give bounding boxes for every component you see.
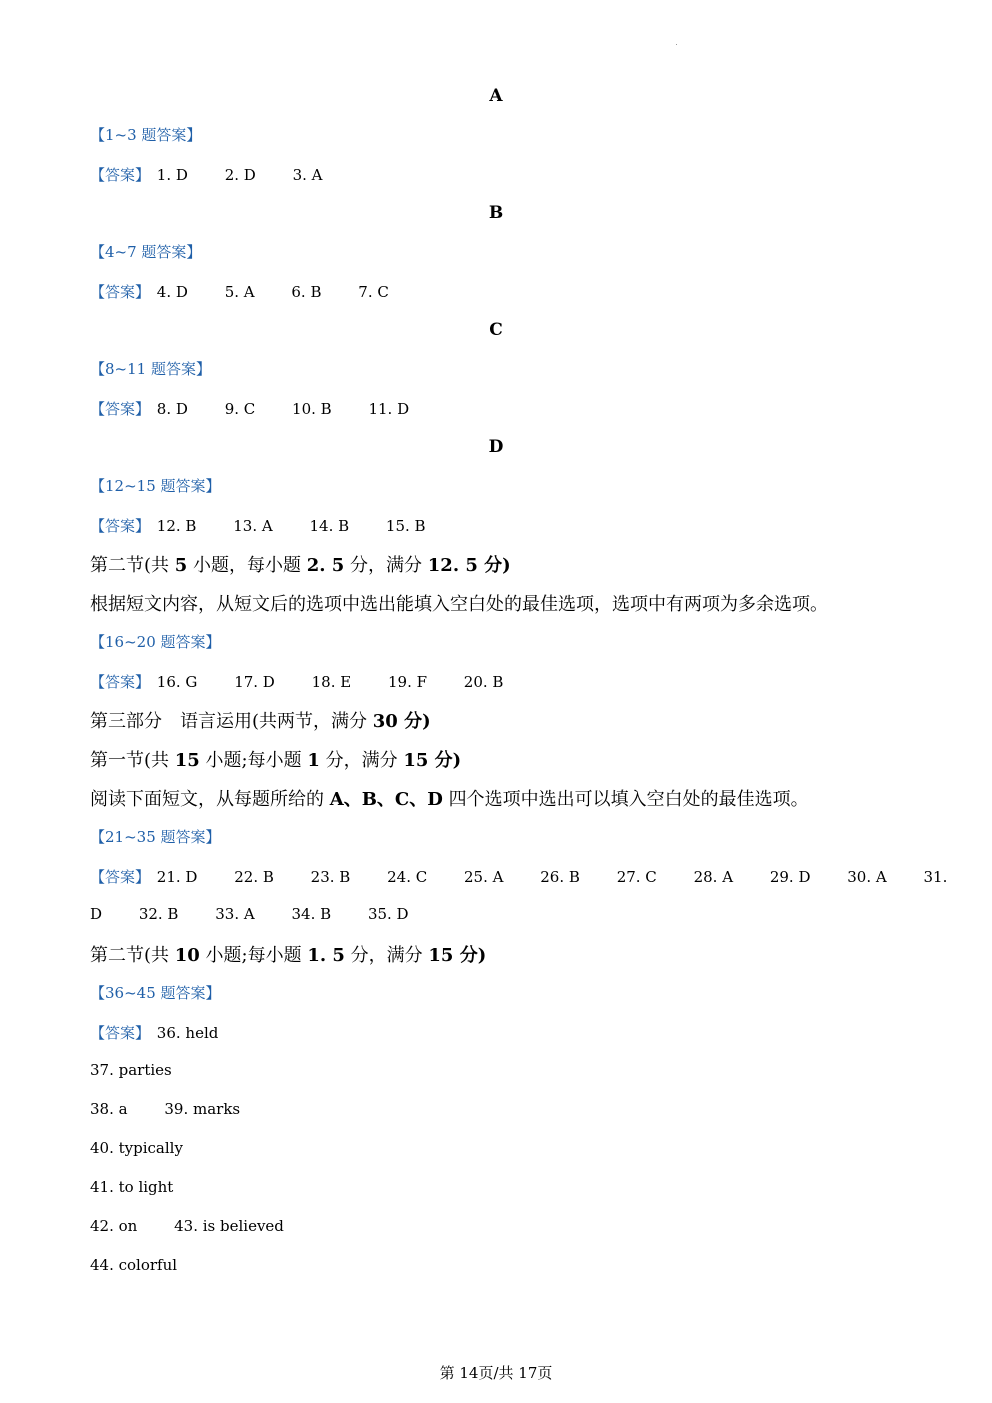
answer-item: 24. C (387, 868, 428, 886)
answer-label: 【答案】 (90, 166, 151, 184)
instruction-part3-sec1: 阅读下面短文，从每题所给的 A、B、C、D 四个选项中选出可以填入空白处的最佳选项。 (90, 789, 809, 810)
section-heading-d: D (488, 437, 504, 457)
answer-item: 35. D (367, 905, 409, 923)
answer-row-38-39 (90, 1100, 240, 1118)
answer-item: 40. typically (90, 1139, 183, 1157)
section-title-part2-sec2: 第二节(共 5 小题，每小题 2. 5 分，满分 12. 5 分) (90, 555, 511, 576)
answer-item: 28. A (693, 868, 734, 886)
answer-item: 41. to light (90, 1178, 174, 1196)
answer-item: 32. B (138, 905, 179, 923)
answer-item: 44. colorful (90, 1256, 178, 1274)
speck (676, 44, 677, 45)
answer-item: 25. A (464, 868, 504, 886)
answer-header-1-3: 【1~3 题答案】 (90, 126, 202, 144)
part-title-part3: 第三部分 语言运用(共两节，满分 30 分) (90, 711, 431, 732)
answer-item: 22. B (234, 868, 274, 886)
answer-label: 【答案】 (90, 1024, 151, 1042)
answer-row-42-43 (90, 1217, 284, 1235)
answer-header-16-20: 【16~20 题答案】 (90, 633, 221, 651)
answer-label: 【答案】 (90, 283, 151, 301)
instruction-part2-sec2: 根据短文内容，从短文后的选项中选出能填入空白处的最佳选项，选项中有两项为多余选项。 (90, 594, 828, 615)
answer-item: 14. B (309, 517, 350, 535)
section-title-part3-sec1: 第一节(共 15 小题;每小题 1 分，满分 15 分) (90, 750, 462, 771)
answer-item: 1. D (156, 166, 188, 184)
answer-item: 18. E (311, 673, 352, 691)
answer-row-21-35-a (90, 866, 947, 887)
answer-item: 3. A (292, 166, 323, 184)
answer-item: 30. A (847, 868, 887, 886)
answer-item: 10. B (292, 400, 332, 418)
answer-item: 19. F (387, 673, 428, 691)
answer-item: 13. A (233, 517, 273, 535)
answer-item: 42. on (90, 1217, 138, 1235)
answer-header-36-45: 【36~45 题答案】 (90, 984, 221, 1002)
answer-item: 16. G (156, 673, 198, 691)
answer-row-8-11 (90, 398, 409, 419)
answer-item: 8. D (156, 400, 188, 418)
answer-label: 【答案】 (90, 673, 151, 691)
answer-item: 38. a (90, 1100, 128, 1118)
answer-item: 33. A (215, 905, 255, 923)
section-heading-b: B (488, 203, 504, 223)
section-heading-c: C (489, 320, 503, 340)
answer-item: 26. B (540, 868, 580, 886)
answer-item: 15. B (385, 517, 426, 535)
section-title-part3-sec2: 第二节(共 10 小题;每小题 1. 5 分，满分 15 分) (90, 945, 487, 966)
answer-item: 2. D (224, 166, 256, 184)
answer-item: 5. A (224, 283, 255, 301)
answer-item: 11. D (368, 400, 410, 418)
answer-row-16-20 (90, 671, 503, 692)
answer-header-4-7: 【4~7 题答案】 (90, 243, 202, 261)
answer-item: 31. (923, 868, 948, 886)
answer-header-21-35: 【21~35 题答案】 (90, 828, 221, 846)
answer-row-4-7 (90, 281, 389, 302)
answer-row-36 (90, 1022, 218, 1043)
answer-item: 7. C (358, 283, 389, 301)
answer-item: 39. marks (164, 1100, 241, 1118)
answer-item: 23. B (310, 868, 351, 886)
answer-row-21-35-b (90, 905, 409, 923)
page-footer: 第 14页/共 17页 (439, 1364, 553, 1382)
answer-item: 4. D (156, 283, 188, 301)
answer-row-12-15 (90, 515, 426, 536)
answer-item: 9. C (224, 400, 256, 418)
answer-item: 6. B (291, 283, 322, 301)
answer-item: 17. D (234, 673, 275, 691)
answer-item: 34. B (291, 905, 332, 923)
answer-item: 43. is believed (174, 1217, 284, 1235)
answer-item: 12. B (156, 517, 197, 535)
answer-item: D (90, 905, 103, 923)
answer-item: 20. B (463, 673, 504, 691)
answer-item: 27. C (616, 868, 657, 886)
answer-item: 36. held (156, 1024, 219, 1042)
answer-item: 21. D (156, 868, 198, 886)
answer-item: 29. D (769, 868, 811, 886)
answer-header-8-11: 【8~11 题答案】 (90, 360, 211, 378)
answer-label: 【答案】 (90, 517, 151, 535)
answer-header-12-15: 【12~15 题答案】 (90, 477, 221, 495)
answer-label: 【答案】 (90, 868, 151, 886)
answer-row-1-3 (90, 164, 323, 185)
answer-label: 【答案】 (90, 400, 151, 418)
section-heading-a: A (489, 86, 503, 106)
answer-item: 37. parties (90, 1061, 172, 1079)
